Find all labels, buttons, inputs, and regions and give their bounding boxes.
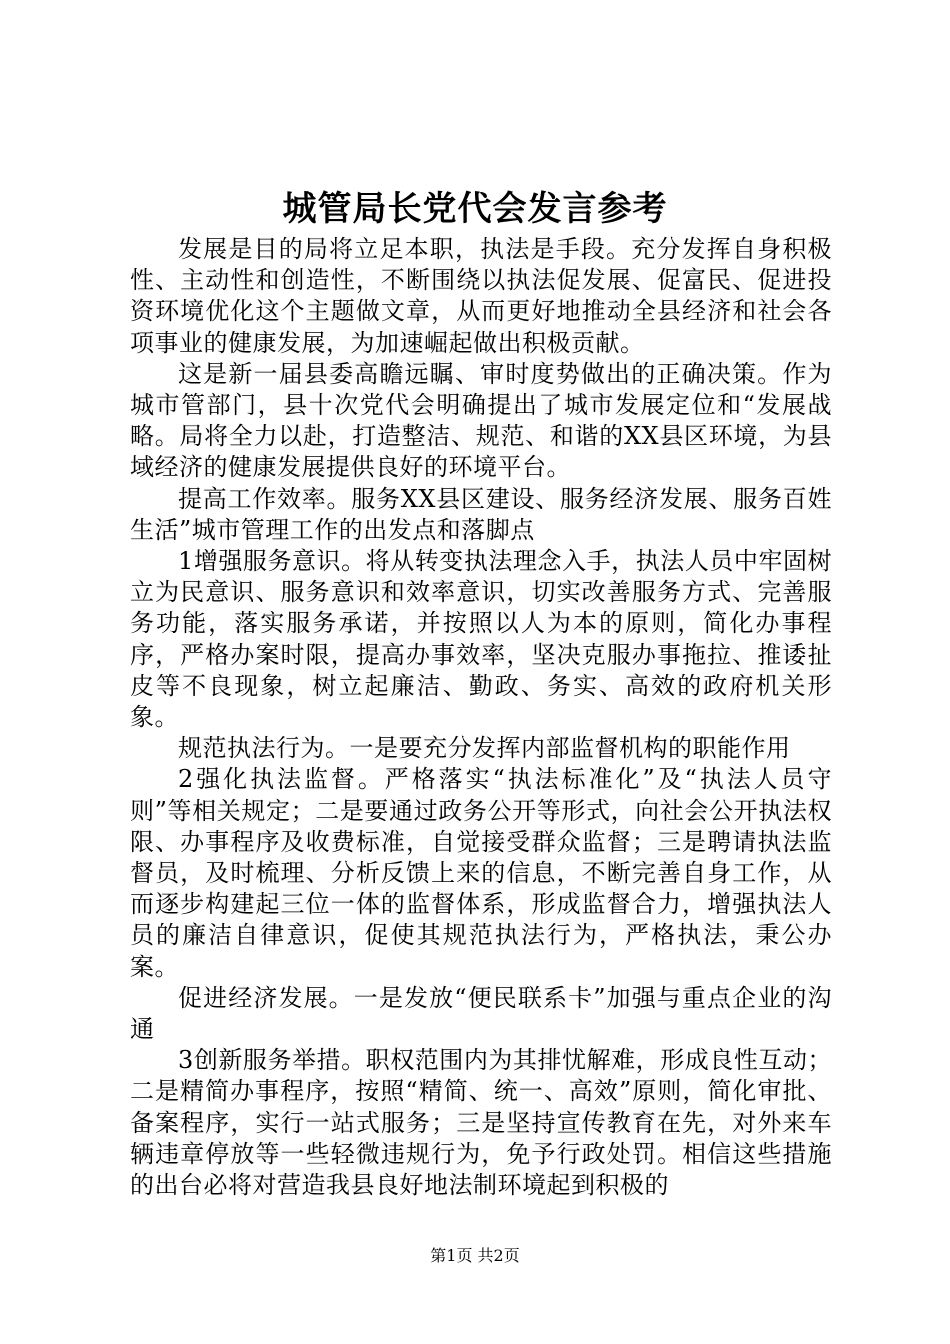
paragraph: 促进经济发展。一是发放“便民联系卡”加强与重点企业的沟通: [130, 983, 832, 1044]
page-number-footer: 第1页 共2页: [430, 1246, 520, 1265]
paragraph: 提高工作效率。服务XX县区建设、服务经济发展、服务百姓生活”城市管理工作的出发点和落脚点: [130, 484, 832, 544]
paragraph: 这是新一届县委高瞻远瞩、审时度势做出的正确决策。作为城市管部门，县十次党代会明确提出了城市发展定位和“发展战略。局将全力以赴，打造整洁、规范、和谐的XX县区环境，为县域经济的健康发展提供良好的环境平台。: [130, 359, 832, 482]
paragraph: 3创新服务举措。职权范围内为其排忧解难，形成良性互动；二是精简办事程序，按照“精简、统一、高效”原则，简化审批、备案程序，实行一站式服务；三是坚持宣传教育在先，对外来车辆违章停放等一些轻微违规行为，免予行政处罚。相信这些措施的出台必将对营造我县良好地法制环境起到积极的: [130, 1046, 832, 1200]
paragraph: 发展是目的局将立足本职，执法是手段。充分发挥自身积极性、主动性和创造性，不断围绕以执法促发展、促富民、促进投资环境优化这个主题做文章，从而更好地推动全县经济和社会各项事业的健康发展，为加速崛起做出积极贡献。: [130, 235, 832, 357]
document-body: [130, 234, 832, 1201]
paragraph: 规范执法行为。一是要充分发挥内部监督机构的职能作用: [178, 734, 791, 763]
paragraph: 2强化执法监督。严格落实“执法标准化”及“执法人员守则”等相关规定；二是要通过政务公开等形式，向社会公开执法权限、办事程序及收费标准，自觉接受群众监督；三是聘请执法监督员，及时梳理、分析反馈上来的信息，不断完善自身工作，从而逐步构建起三位一体的监督体系，形成监督合力，增强执法人员的廉洁自律意识，促使其规范执法行为，严格执法，秉公办案。: [130, 765, 832, 981]
document-title: 城管局长党代会发言参考: [282, 189, 668, 229]
paragraph: 1增强服务意识。将从转变执法理念入手，执法人员中牢固树立为民意识、服务意识和效率意识，切实改善服务方式、完善服务功能，落实服务承诺，并按照以人为本的原则，简化办事程序，严格办案时限，提高办事效率，坚决克服办事拖拉、推诿扯皮等不良现象，树立起廉洁、勤政、务实、高效的政府机关形象。: [130, 547, 832, 732]
